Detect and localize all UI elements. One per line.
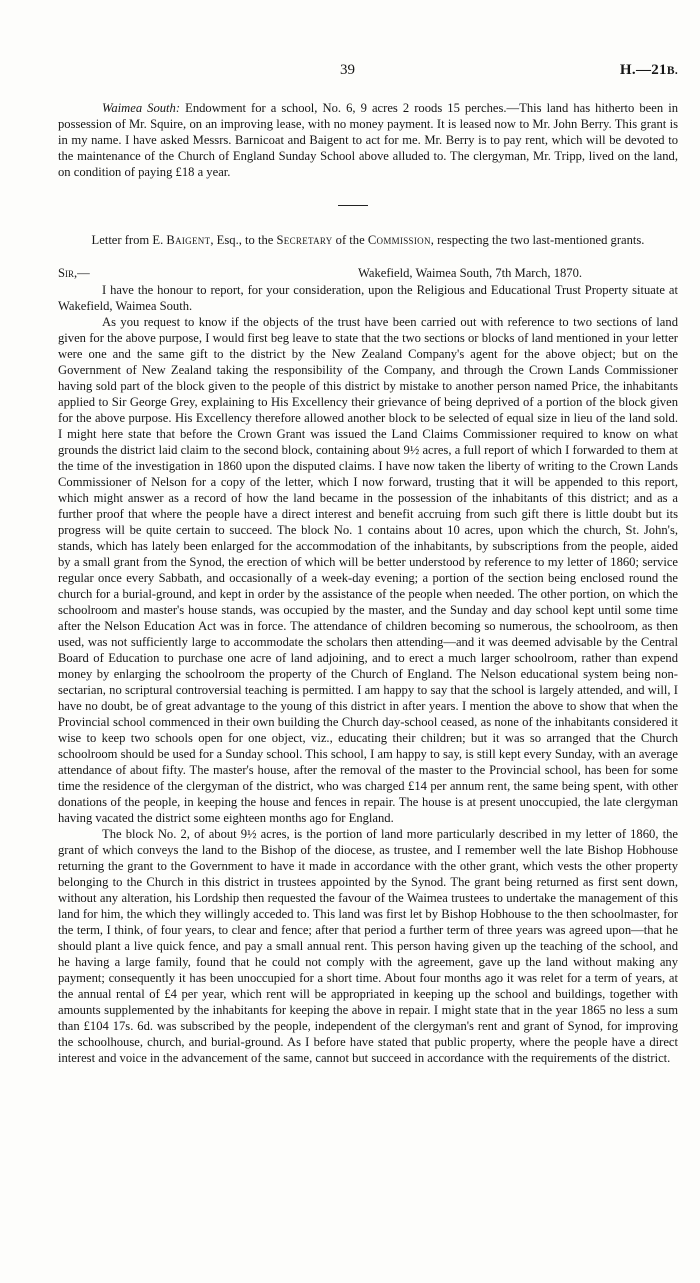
letter-title bbox=[58, 232, 678, 248]
letter-of-the: of the bbox=[335, 233, 365, 247]
letter-paragraph: The block No. 2, of about 9½ acres, is the portion of land more particularly described in my letter of 1860, the grant of which conveys the land to the Bishop of the diocese, as trustee, and I remember well the late Bishop Hobhouse returning the grant to the Government to have it made in accordance with the other grant, which vests the other property belonging to the Church in this district in trustees appointed by the Synod. The grant being returned as first sent down, without any alteration, his Lordship then requested the favour of the Waimea trustees to undertake the management of this land for him, the which they willingly acceded to. This land was first let by Bishop Hobhouse to the then schoolmaster, for the term, I think, of four years, to clear and fence; after that period a further term of three years was agreed upon—that he should plant a live quick fence, and pay a small annual rent. This person having given up the teaching of the school, and he having a large family, found that he could not comply with the agreement, gave up the land without making any payment; consequently it has been unoccupied for a short time. About four months ago it was relet for a term of years, at the annual rental of £4 per year, which rent will be appropriated in keeping up the school and buildings, together with amounts supplemented by the inhabitants for keeping the above in repair. I might state that in the year 1865 no less a sum than £104 17s. 6d. was subscribed by the people, independent of the clergyman's rent and grant of Synod, for improving the schoolhouse, church, and burial-ground. As I before have stated that public property, where the people have a direct interest and voice in the advancement of the same, cannot but succeed in accordance with the requirements of the district. bbox=[58, 827, 678, 1065]
page-number: 39 bbox=[340, 62, 355, 78]
doc-ref-suffix: B. bbox=[666, 65, 678, 77]
salutation-row bbox=[58, 266, 678, 282]
letter-paragraph: I have the honour to report, for your consideration, upon the Religious and Educational Trust Property situate at Wakefield, Waimea South. bbox=[58, 283, 678, 313]
place-date: Wakefield, Waimea South, 7th March, 1870. bbox=[358, 266, 583, 280]
waimea-text: Endowment for a school, No. 6, 9 acres 2 roods 15 perches.—This land has hitherto been in possession of Mr. Squire, on an improving lease, with no money payment. It is leased now to Mr. John Berry. This grant is in my name. I have asked Messrs. Barnicoat and Baigent to act for me. Mr. Berry is to pay rent, which will be devoted to the maintenance of the Church of England Sunday School above alluded to. The clergyman, Mr. Tripp, lived on the land, on condition of paying £18 a year. bbox=[58, 101, 679, 179]
waimea-place-label: Waimea South: bbox=[102, 101, 181, 115]
letter-title-prefix: Letter from E. bbox=[91, 233, 164, 247]
waimea-south-section bbox=[58, 100, 678, 180]
letter-title-suffix: , respecting the two last-mentioned grants. bbox=[430, 233, 645, 247]
salutation: Sir,— bbox=[58, 266, 90, 280]
waimea-paragraph bbox=[58, 100, 678, 180]
letter-secretary: Secretary bbox=[276, 233, 333, 247]
letter-paragraph: As you request to know if the objects of the trust have been carried out with reference to two sections of land given for the above purpose, I would first beg leave to state that the two sections or blocks of land mentioned in your letter were one and the same gift to the district by the New Zealand Company's agent for the above object; but on the Government of New Zealand taking the responsibility of the Company, and through the Crown Lands Commissioner having sold part of the block given to the people of this district by mistake to another person named Price, the inhabitants applied to Sir George Grey, explaining to His Excellency their grievance of being deprived of a portion of the block given for the above purpose. His Excellency therefore allowed another block to be selected of equal size in lieu of the land sold. I might here state that before the Crown Grant was issued the Land Claims Commissioner required to know on what grounds the district laid claim to the second block, containing about 9½ acres, a full report of which I forwarded to them at the time of the investigation in 1860 upon the disputed claims. I have now taken the liberty of writing to the Crown Lands Commissioner of Nelson for a copy of the letter, which I now forward, trusting that it will be appended to this report, which might answer as a record of how the land became in the possession of the inhabitants of this district; and as a further proof that where the people have a direct interest and benefit accruing from such gift there is little doubt but its progress will be quite certain to succeed. The block No. 1 contains about 10 acres, upon which the church, St. John's, stands, which has lately been enlarged for the accommodation of the inhabitants, by subscriptions from the people, aided by a small grant from the Synod, the erection of which will be better understood by reference to my letter of 1860; service regular once every Sabbath, and occasionally of a week-day evening; a portion of the section being enclosed round the church for a burial-ground, and kept in order by the assistance of the people when needed. The other portion, on which the schoolroom and master's house stands, was occupied by the master, and the Sunday and day school kept until some time after the Nelson Education Act was in force. The attendance of children becoming so numerous, the schoolroom, as then used, was not sufficiently large to accommodate the scholars then attending—and it was deemed advisable by the Central Board of Education to purchase one acre of land adjoining, and to erect a much larger schoolroom, rather than expend money by enlarging the schoolroom the property of the Church of England. The Nelson educational system being non-sectarian, no scriptural controversial teaching is permitted. I am happy to say that the school is largely attended, and will, I have no doubt, be of great advantage to the young of this district in after years. I mention the above to show that when the Provincial school commenced in their own building the Church day-school ceased, as none of the inhabitants considered it wise to keep two schools open for one object, viz., educating their children; but it was so arranged that the Church schoolroom should be used for a Sunday school. This school, I am happy to say, is still kept every Sunday, with an average attendance of about fifty. The master's house, after the removal of the master to the Provincial school, has been for some time the residence of the clergyman of the district, who was charged £14 per annum rent, the same being spent, with other donations of the people, in keeping the house and fences in repair. The house is at present unoccupied, the late clergyman having vacated the district some eighteen months ago for England. bbox=[58, 315, 678, 825]
section-divider bbox=[338, 205, 368, 206]
letter-body bbox=[58, 282, 678, 1066]
letter-title-middle: , Esq., to the bbox=[210, 233, 274, 247]
doc-ref-main: H.—21 bbox=[619, 62, 667, 78]
letter-author: Baigent bbox=[166, 233, 211, 247]
document-reference bbox=[620, 62, 678, 79]
page-header bbox=[58, 62, 678, 82]
letter-commission: Commission bbox=[367, 233, 431, 247]
